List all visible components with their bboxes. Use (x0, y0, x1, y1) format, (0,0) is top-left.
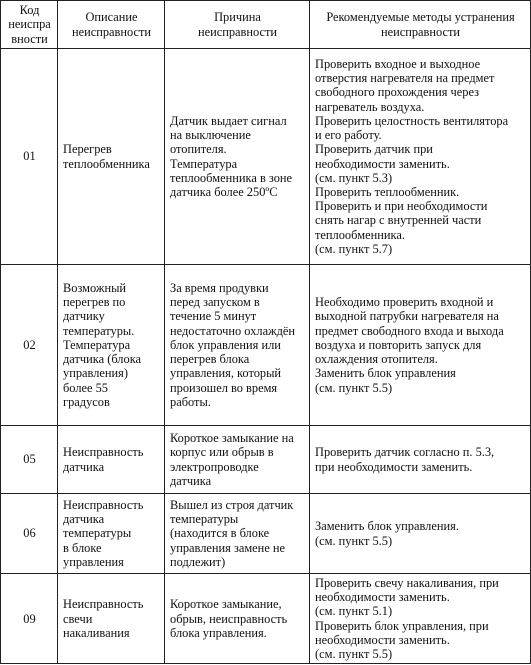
table-row (1, 49, 531, 265)
text-line: Код (19, 3, 40, 18)
text-line: накаливания (63, 625, 130, 640)
text-line: датчика (63, 459, 105, 474)
text-line: температуры (170, 512, 239, 527)
table-row (1, 574, 531, 664)
fault-cause (165, 574, 310, 664)
text-line: Проверить датчик при (315, 142, 433, 157)
header-remedy (310, 1, 531, 49)
text-line: датчика более 250ºС (170, 184, 278, 199)
text-line: управления) (63, 366, 128, 381)
text-line: перегрев по (63, 295, 126, 310)
text-line: Перегрев (63, 142, 112, 157)
text-line: Рекомендуемые методы устранения (326, 10, 515, 25)
fault-remedy (310, 426, 531, 494)
text-line: Описание (85, 10, 138, 25)
text-line: обрыв, неисправность (170, 611, 288, 626)
text-line: вности (11, 31, 48, 46)
text-line: Температура (170, 156, 238, 171)
text-line: необходимости заменить. (315, 590, 450, 605)
text-line: неисправности (197, 24, 278, 39)
text-line: недостаточно охлаждён (170, 323, 296, 338)
text-line: датчику (63, 309, 105, 324)
header-code (1, 1, 58, 49)
text-line: Проверить и при необходимости (315, 199, 488, 214)
text-line: Заменить блок управления (315, 366, 456, 381)
text-line: Короткое замыкание на (170, 431, 294, 446)
text-line: течение 5 минут (170, 309, 257, 324)
table-header-row (1, 1, 531, 49)
fault-remedy (310, 49, 531, 265)
text-line: неисправности (71, 24, 152, 39)
text-line: Температура (63, 337, 131, 352)
text-line: Неисправность (63, 497, 144, 512)
fault-cause (165, 494, 310, 574)
text-line: За время продувки (170, 281, 269, 296)
text-line: (см. пункт 5.5) (315, 647, 393, 662)
fault-code: 06 (1, 494, 58, 574)
text-line: Датчик выдает сигнал (170, 113, 287, 128)
text-line: подлежит) (170, 554, 226, 569)
text-line: теплообменника. (315, 227, 405, 242)
text-line: теплообменника (63, 156, 150, 171)
text-line: управления (63, 554, 124, 569)
text-line: воздуха и повторить запуск для (315, 337, 482, 352)
fault-cause (165, 49, 310, 265)
fault-cause (165, 265, 310, 426)
text-line: корпус или обрыв в (170, 445, 274, 460)
text-line: датчика (63, 512, 105, 527)
fault-description (58, 574, 165, 664)
text-line: (см. пункт 5.5) (315, 380, 393, 395)
text-line: (находится в блоке (170, 526, 270, 541)
text-line: перегрев блока (170, 352, 250, 367)
text-line: Неисправность (63, 445, 144, 460)
text-line: блока управления. (170, 625, 267, 640)
text-line: Проверить теплообменник. (315, 184, 460, 199)
text-line: Короткое замыкание, (170, 597, 282, 612)
text-line: выходной патрубки нагревателя на (315, 309, 499, 324)
fault-code: 01 (1, 49, 58, 265)
table-row (1, 265, 531, 426)
text-line: в блоке (63, 540, 102, 555)
text-line: снять нагар с внутренней части (315, 213, 482, 228)
text-line: теплообменника в зоне (170, 170, 293, 185)
text-line: (см. пункт 5.1) (315, 604, 393, 619)
text-line: необходимости заменить. (315, 156, 450, 171)
fault-description (58, 494, 165, 574)
text-line: управления, который (170, 366, 282, 381)
text-line: нагреватель воздуха. (315, 99, 425, 114)
text-line: отопителя. (170, 142, 227, 157)
header-description (58, 1, 165, 49)
text-line: предмет свободного входа и выхода (315, 323, 504, 338)
text-line: перед запуском в (170, 295, 260, 310)
text-line: на выключение (170, 128, 251, 143)
text-line: отверстия нагревателя на предмет (315, 71, 495, 86)
text-line: и его работу. (315, 128, 382, 143)
table-row (1, 494, 531, 574)
table-row (1, 426, 531, 494)
text-line: свечи (63, 611, 93, 626)
text-line: Вышел из строя датчик (170, 497, 294, 512)
text-line: датчика (блока (63, 352, 142, 367)
text-line: Проверить целостность вентилятора (315, 113, 509, 128)
text-line: (см. пункт 5.3) (315, 170, 393, 185)
text-line: Необходимо проверить входной и (315, 295, 494, 310)
text-line: охлаждения отопителя. (315, 352, 438, 367)
fault-description (58, 49, 165, 265)
text-line: (см. пункт 5.7) (315, 241, 393, 256)
text-line: Неисправность (63, 597, 144, 612)
text-line: неисправности (380, 24, 461, 39)
fault-remedy (310, 265, 531, 426)
fault-description (58, 265, 165, 426)
text-line: при необходимости заменить. (315, 459, 473, 474)
text-line: Проверить свечу накаливания, при (315, 576, 499, 590)
text-line: температуры. (63, 323, 135, 338)
text-line: (см. пункт 5.5) (315, 533, 393, 548)
text-line: Проверить входное и выходное (315, 57, 481, 72)
fault-code: 09 (1, 574, 58, 664)
text-line: температуры (63, 526, 132, 541)
text-line: Проверить блок управления, при (315, 618, 489, 633)
text-line: более 55 (63, 380, 109, 395)
text-line: работы. (170, 394, 211, 409)
text-line: Возможный (63, 281, 127, 296)
fault-description (58, 426, 165, 494)
header-cause (165, 1, 310, 49)
text-line: градусов (63, 394, 110, 409)
text-line: неиспра (8, 17, 51, 32)
fault-remedy (310, 574, 531, 664)
text-line: произошел во время (170, 380, 278, 395)
text-line: управления замене не (170, 540, 286, 555)
fault-code: 02 (1, 265, 58, 426)
text-line: Причина (214, 10, 261, 25)
text-line: электропроводке (170, 459, 259, 474)
fault-cause (165, 426, 310, 494)
fault-remedy (310, 494, 531, 574)
text-line: необходимости заменить. (315, 632, 450, 647)
text-line: Заменить блок управления. (315, 519, 459, 534)
text-line: блок управления или (170, 337, 281, 352)
text-line: свободного прохождения через (315, 85, 480, 100)
text-line: Проверить датчик согласно п. 5.3, (315, 445, 495, 460)
fault-code: 05 (1, 426, 58, 494)
text-line: датчика (170, 473, 212, 488)
